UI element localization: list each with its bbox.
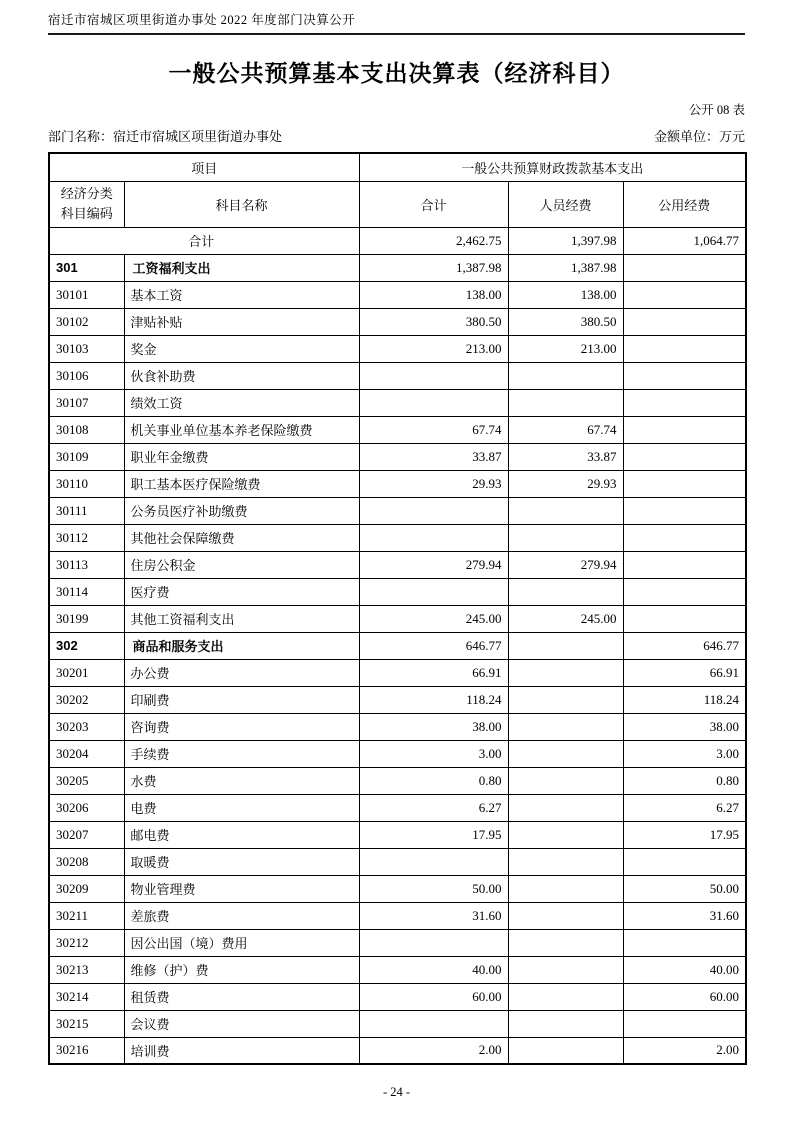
row-total-cell: 60.00 <box>359 983 508 1010</box>
row-code-cell: 30216 <box>49 1037 124 1064</box>
table-row <box>49 983 746 1010</box>
row-public-cell <box>623 308 746 335</box>
budget-table <box>48 152 747 1065</box>
row-total-cell: 38.00 <box>359 713 508 740</box>
row-public-cell <box>623 929 746 956</box>
row-public-cell <box>623 551 746 578</box>
row-public-cell <box>623 281 746 308</box>
table-row <box>49 551 746 578</box>
row-total-cell: 279.94 <box>359 551 508 578</box>
row-code-cell: 30206 <box>49 794 124 821</box>
row-public-cell: 38.00 <box>623 713 746 740</box>
table-row <box>49 605 746 632</box>
row-total-cell <box>359 362 508 389</box>
row-total-cell: 6.27 <box>359 794 508 821</box>
row-code-cell: 30204 <box>49 740 124 767</box>
row-personnel-cell <box>508 524 623 551</box>
row-name-cell: 住房公积金 <box>124 551 359 578</box>
table-row <box>49 713 746 740</box>
row-public-cell: 1,064.77 <box>623 227 746 254</box>
row-code-cell: 30211 <box>49 902 124 929</box>
row-personnel-cell <box>508 821 623 848</box>
row-total-cell <box>359 524 508 551</box>
row-code-cell: 30203 <box>49 713 124 740</box>
table-row <box>49 929 746 956</box>
row-personnel-cell <box>508 956 623 983</box>
row-name-cell: 商品和服务支出 <box>124 632 359 659</box>
row-code-cell: 30109 <box>49 443 124 470</box>
row-name-cell: 职工基本医疗保险缴费 <box>124 470 359 497</box>
table-row <box>49 956 746 983</box>
row-personnel-cell: 1,387.98 <box>508 254 623 281</box>
row-total-cell: 0.80 <box>359 767 508 794</box>
table-row <box>49 740 746 767</box>
header-economic-code-line2: 科目编码 <box>60 206 113 221</box>
table-row <box>49 848 746 875</box>
table-header-row-1 <box>49 153 746 181</box>
row-total-cell <box>359 578 508 605</box>
row-total-cell: 2,462.75 <box>359 227 508 254</box>
row-total-cell: 40.00 <box>359 956 508 983</box>
row-personnel-cell <box>508 1010 623 1037</box>
row-personnel-cell <box>508 497 623 524</box>
table-row <box>49 524 746 551</box>
table-row <box>49 794 746 821</box>
row-personnel-cell <box>508 902 623 929</box>
row-total-cell: 66.91 <box>359 659 508 686</box>
row-total-cell <box>359 389 508 416</box>
row-personnel-cell <box>508 578 623 605</box>
row-total-cell <box>359 929 508 956</box>
table-meta-row <box>48 126 745 145</box>
row-code-cell: 302 <box>49 632 124 659</box>
row-name-cell: 伙食补助费 <box>124 362 359 389</box>
row-name-cell: 手续费 <box>124 740 359 767</box>
row-personnel-cell <box>508 848 623 875</box>
row-total-cell: 646.77 <box>359 632 508 659</box>
row-code-cell: 30214 <box>49 983 124 1010</box>
row-name-cell: 基本工资 <box>124 281 359 308</box>
row-public-cell <box>623 578 746 605</box>
row-total-cell: 3.00 <box>359 740 508 767</box>
row-name-cell: 邮电费 <box>124 821 359 848</box>
row-total-cell: 33.87 <box>359 443 508 470</box>
row-name-cell: 职业年金缴费 <box>124 443 359 470</box>
table-row <box>49 470 746 497</box>
row-personnel-cell: 213.00 <box>508 335 623 362</box>
row-total-cell: 213.00 <box>359 335 508 362</box>
row-public-cell <box>623 362 746 389</box>
row-personnel-cell <box>508 686 623 713</box>
row-name-cell: 合计 <box>49 227 359 254</box>
row-personnel-cell <box>508 659 623 686</box>
row-public-cell <box>623 605 746 632</box>
page-number: - 24 - <box>382 1085 411 1099</box>
table-row <box>49 686 746 713</box>
row-total-cell <box>359 1010 508 1037</box>
header-economic-code-line1: 经济分类 <box>60 185 113 201</box>
row-name-cell: 培训费 <box>124 1037 359 1064</box>
row-total-cell: 138.00 <box>359 281 508 308</box>
row-name-cell: 医疗费 <box>124 578 359 605</box>
row-personnel-cell: 279.94 <box>508 551 623 578</box>
row-name-cell: 咨询费 <box>124 713 359 740</box>
department-name: 部门名称：宿迁市宿城区项里街道办事处 <box>48 129 283 144</box>
header-total: 合计 <box>359 181 508 227</box>
row-personnel-cell <box>508 1037 623 1064</box>
table-header-row-2 <box>49 181 746 227</box>
row-code-cell: 30112 <box>49 524 124 551</box>
table-row <box>49 632 746 659</box>
page-title: 一般公共预算基本支出决算表（经济科目） <box>168 60 625 86</box>
row-name-cell: 其他社会保障缴费 <box>124 524 359 551</box>
row-name-cell: 水费 <box>124 767 359 794</box>
row-personnel-cell: 245.00 <box>508 605 623 632</box>
row-code-cell: 30205 <box>49 767 124 794</box>
row-personnel-cell <box>508 875 623 902</box>
table-row <box>49 578 746 605</box>
row-code-cell: 30106 <box>49 362 124 389</box>
row-public-cell <box>623 389 746 416</box>
row-total-cell: 29.93 <box>359 470 508 497</box>
row-personnel-cell: 33.87 <box>508 443 623 470</box>
header-public-funds: 公用经费 <box>623 181 746 227</box>
header-personnel-funds: 人员经费 <box>508 181 623 227</box>
table-row <box>49 1037 746 1064</box>
table-row <box>49 767 746 794</box>
row-public-cell <box>623 470 746 497</box>
row-code-cell: 30107 <box>49 389 124 416</box>
row-total-cell: 2.00 <box>359 1037 508 1064</box>
row-personnel-cell <box>508 740 623 767</box>
row-name-cell: 租赁费 <box>124 983 359 1010</box>
row-code-cell: 30199 <box>49 605 124 632</box>
row-code-cell: 30215 <box>49 1010 124 1037</box>
table-row <box>49 443 746 470</box>
row-name-cell: 维修（护）费 <box>124 956 359 983</box>
table-row <box>49 227 746 254</box>
row-personnel-cell <box>508 713 623 740</box>
row-total-cell: 118.24 <box>359 686 508 713</box>
row-code-cell: 30213 <box>49 956 124 983</box>
row-public-cell: 40.00 <box>623 956 746 983</box>
row-public-cell: 6.27 <box>623 794 746 821</box>
row-code-cell: 30108 <box>49 416 124 443</box>
row-name-cell: 其他工资福利支出 <box>124 605 359 632</box>
row-code-cell: 30209 <box>49 875 124 902</box>
row-name-cell: 印刷费 <box>124 686 359 713</box>
row-public-cell: 60.00 <box>623 983 746 1010</box>
row-personnel-cell: 380.50 <box>508 308 623 335</box>
row-personnel-cell: 138.00 <box>508 281 623 308</box>
table-row <box>49 389 746 416</box>
row-public-cell: 646.77 <box>623 632 746 659</box>
row-public-cell <box>623 416 746 443</box>
row-personnel-cell: 29.93 <box>508 470 623 497</box>
row-public-cell <box>623 443 746 470</box>
document-header <box>48 10 745 35</box>
header-fiscal-appropriation: 一般公共预算财政拨款基本支出 <box>359 153 746 181</box>
row-total-cell: 1,387.98 <box>359 254 508 281</box>
row-name-cell: 机关事业单位基本养老保险缴费 <box>124 416 359 443</box>
row-personnel-cell: 67.74 <box>508 416 623 443</box>
table-row <box>49 416 746 443</box>
row-code-cell: 30114 <box>49 578 124 605</box>
row-name-cell: 电费 <box>124 794 359 821</box>
header-economic-code <box>49 181 124 227</box>
row-name-cell: 物业管理费 <box>124 875 359 902</box>
unit-label: 金额单位：万元 <box>653 129 745 144</box>
row-public-cell: 17.95 <box>623 821 746 848</box>
row-public-cell: 50.00 <box>623 875 746 902</box>
row-public-cell: 118.24 <box>623 686 746 713</box>
table-row <box>49 254 746 281</box>
table-row <box>49 875 746 902</box>
row-personnel-cell <box>508 983 623 1010</box>
row-code-cell: 301 <box>49 254 124 281</box>
table-row <box>49 362 746 389</box>
row-public-cell <box>623 254 746 281</box>
row-public-cell: 3.00 <box>623 740 746 767</box>
row-public-cell <box>623 1010 746 1037</box>
header-project: 项目 <box>49 153 359 181</box>
row-name-cell: 因公出国（境）费用 <box>124 929 359 956</box>
row-public-cell: 31.60 <box>623 902 746 929</box>
table-row <box>49 659 746 686</box>
row-code-cell: 30110 <box>49 470 124 497</box>
document-page <box>48 0 745 1099</box>
row-total-cell: 67.74 <box>359 416 508 443</box>
row-public-cell <box>623 497 746 524</box>
row-name-cell: 绩效工资 <box>124 389 359 416</box>
row-code-cell: 30212 <box>49 929 124 956</box>
row-code-cell: 30202 <box>49 686 124 713</box>
row-total-cell: 17.95 <box>359 821 508 848</box>
row-code-cell: 30201 <box>49 659 124 686</box>
row-total-cell <box>359 497 508 524</box>
row-code-cell: 30207 <box>49 821 124 848</box>
row-personnel-cell <box>508 794 623 821</box>
row-name-cell: 工资福利支出 <box>124 254 359 281</box>
row-personnel-cell <box>508 362 623 389</box>
row-name-cell: 公务员医疗补助缴费 <box>124 497 359 524</box>
row-total-cell: 245.00 <box>359 605 508 632</box>
row-total-cell: 31.60 <box>359 902 508 929</box>
row-public-cell: 2.00 <box>623 1037 746 1064</box>
row-public-cell: 66.91 <box>623 659 746 686</box>
row-code-cell: 30208 <box>49 848 124 875</box>
row-personnel-cell <box>508 929 623 956</box>
row-total-cell <box>359 848 508 875</box>
table-row <box>49 281 746 308</box>
table-row <box>49 821 746 848</box>
table-row <box>49 497 746 524</box>
row-personnel-cell <box>508 632 623 659</box>
row-name-cell: 办公费 <box>124 659 359 686</box>
row-personnel-cell <box>508 389 623 416</box>
row-total-cell: 380.50 <box>359 308 508 335</box>
row-personnel-cell <box>508 767 623 794</box>
row-public-cell <box>623 335 746 362</box>
table-row <box>49 308 746 335</box>
header-subject-name: 科目名称 <box>124 181 359 227</box>
row-code-cell: 30102 <box>49 308 124 335</box>
row-personnel-cell: 1,397.98 <box>508 227 623 254</box>
row-public-cell: 0.80 <box>623 767 746 794</box>
table-row <box>49 902 746 929</box>
row-name-cell: 会议费 <box>124 1010 359 1037</box>
row-total-cell: 50.00 <box>359 875 508 902</box>
document-header-text: 宿迁市宿城区项里街道办事处 2022 年度部门决算公开 <box>48 13 356 27</box>
row-code-cell: 30111 <box>49 497 124 524</box>
row-code-cell: 30101 <box>49 281 124 308</box>
row-code-cell: 30103 <box>49 335 124 362</box>
row-code-cell: 30113 <box>49 551 124 578</box>
table-row <box>49 335 746 362</box>
row-name-cell: 差旅费 <box>124 902 359 929</box>
row-name-cell: 奖金 <box>124 335 359 362</box>
table-number-label: 公开 08 表 <box>688 103 745 117</box>
table-row <box>49 1010 746 1037</box>
row-name-cell: 取暖费 <box>124 848 359 875</box>
row-public-cell <box>623 524 746 551</box>
row-name-cell: 津贴补贴 <box>124 308 359 335</box>
row-public-cell <box>623 848 746 875</box>
